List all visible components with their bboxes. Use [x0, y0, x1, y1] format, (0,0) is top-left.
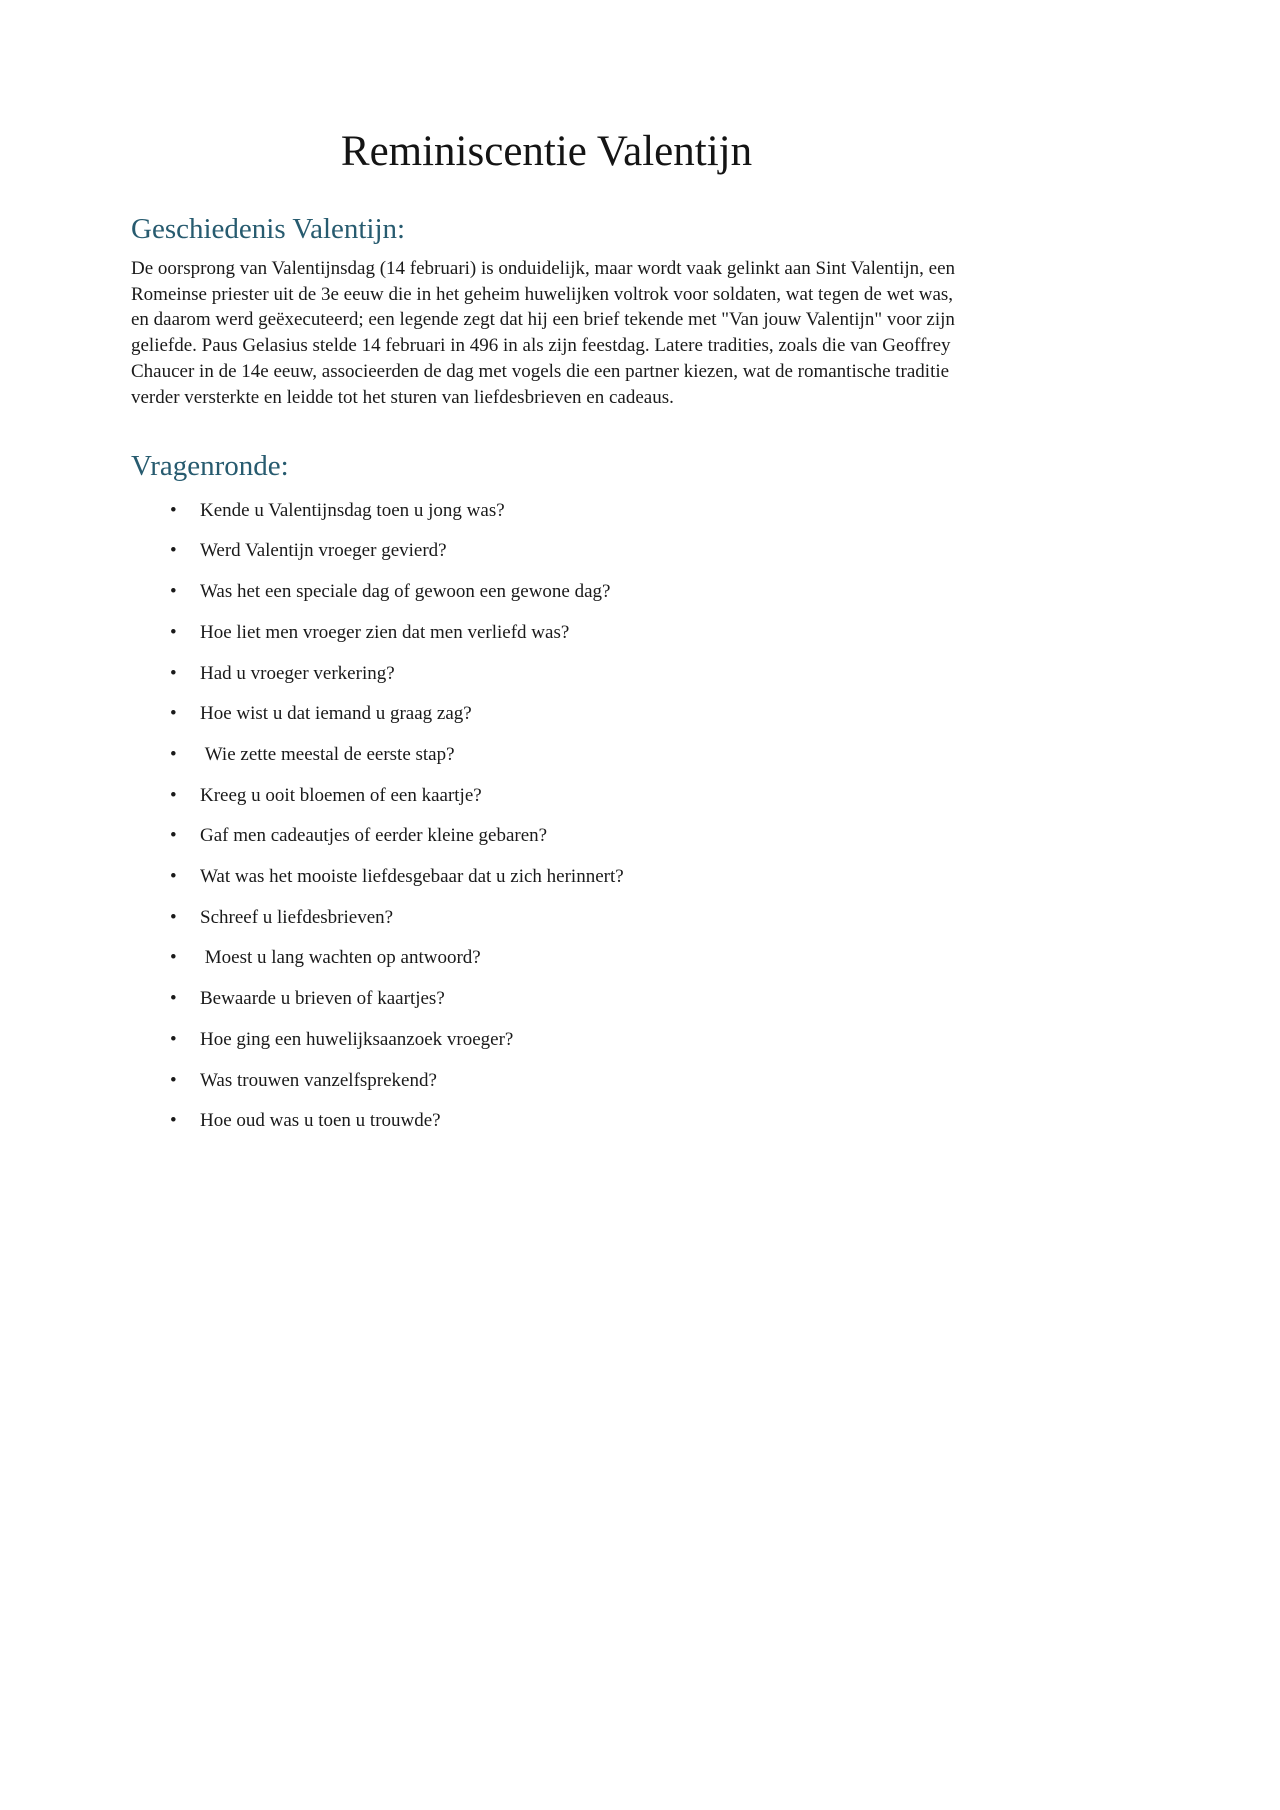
bullet-icon: • — [170, 1028, 177, 1050]
questions-list — [131, 498, 962, 1134]
question-text: Hoe liet men vroeger zien dat men verliefd was? — [200, 621, 570, 643]
question-text: Hoe ging een huwelijksaanzoek vroeger? — [200, 1028, 514, 1050]
question-text: Wat was het mooiste liefdesgebaar dat u zich herinnert? — [200, 866, 624, 888]
bullet-icon: • — [170, 743, 177, 765]
list-item — [131, 783, 962, 809]
bullet-icon: • — [170, 866, 177, 888]
list-item — [131, 823, 962, 849]
question-text: Werd Valentijn vroeger gevierd? — [200, 540, 447, 562]
history-section-heading: Geschiedenis Valentijn: — [131, 212, 406, 245]
document-title: Reminiscentie Valentijn — [340, 128, 753, 175]
bullet-icon: • — [170, 1110, 177, 1132]
question-text: Hoe oud was u toen u trouwde? — [200, 1110, 441, 1132]
questions-section-heading: Vragenronde: — [131, 450, 289, 483]
list-item — [131, 1108, 962, 1134]
bullet-icon: • — [170, 947, 177, 969]
list-item — [131, 1068, 962, 1094]
question-text: Schreef u liefdesbrieven? — [200, 906, 394, 928]
list-item — [131, 701, 962, 727]
bullet-icon: • — [170, 662, 177, 684]
question-text: Bewaarde u brieven of kaartjes? — [200, 988, 445, 1010]
bullet-icon: • — [170, 703, 177, 725]
bullet-icon: • — [170, 906, 177, 928]
bullet-icon: • — [170, 825, 177, 847]
question-text: Was trouwen vanzelfsprekend? — [200, 1069, 437, 1091]
list-item — [131, 661, 962, 687]
bullet-icon: • — [170, 988, 177, 1010]
question-text: Moest u lang wachten op antwoord? — [200, 947, 481, 969]
list-item — [131, 1027, 962, 1053]
list-item — [131, 986, 962, 1012]
document-content — [0, 0, 962, 1134]
list-item — [131, 620, 962, 646]
bullet-icon: • — [170, 499, 177, 521]
bullet-icon: • — [170, 540, 177, 562]
list-item — [131, 945, 962, 971]
bullet-icon: • — [170, 581, 177, 603]
list-item — [131, 905, 962, 931]
bullet-icon: • — [170, 1069, 177, 1091]
list-item — [131, 742, 962, 768]
history-paragraph: De oorsprong van Valentijnsdag (14 februari) is onduidelijk, maar wordt vaak gelinkt aan Sint Valentijn, een Romeinse priester uit de 3e eeuw die in het geheim huwelijken voltrok voor soldaten, wat tegen de wet was, en daarom werd geëxecuteerd; een legende zegt dat hij een brief tekende met "Van jouw Valentijn" voor zijn geliefde. Paus Gelasius stelde 14 februari in 496 in als zijn feestdag. Latere tradities, zoals die van Geoffrey Chaucer in de 14e eeuw, associeerden de dag met vogels die een partner kiezen, wat de romantische traditie verder versterkte en leidde tot het sturen van liefdesbrieven en cadeaus. — [131, 258, 956, 408]
question-text: Had u vroeger verkering? — [200, 662, 395, 684]
list-item — [131, 538, 962, 564]
question-text: Hoe wist u dat iemand u graag zag? — [200, 703, 472, 725]
question-text: Wie zette meestal de eerste stap? — [200, 743, 455, 765]
question-text: Kreeg u ooit bloemen of een kaartje? — [200, 784, 482, 806]
question-text: Gaf men cadeautjes of eerder kleine gebaren? — [200, 825, 548, 847]
bullet-icon: • — [170, 621, 177, 643]
list-item — [131, 864, 962, 890]
list-item — [131, 498, 962, 524]
list-item — [131, 579, 962, 605]
question-text: Kende u Valentijnsdag toen u jong was? — [200, 499, 505, 521]
question-text: Was het een speciale dag of gewoon een gewone dag? — [200, 581, 611, 603]
bullet-icon: • — [170, 784, 177, 806]
